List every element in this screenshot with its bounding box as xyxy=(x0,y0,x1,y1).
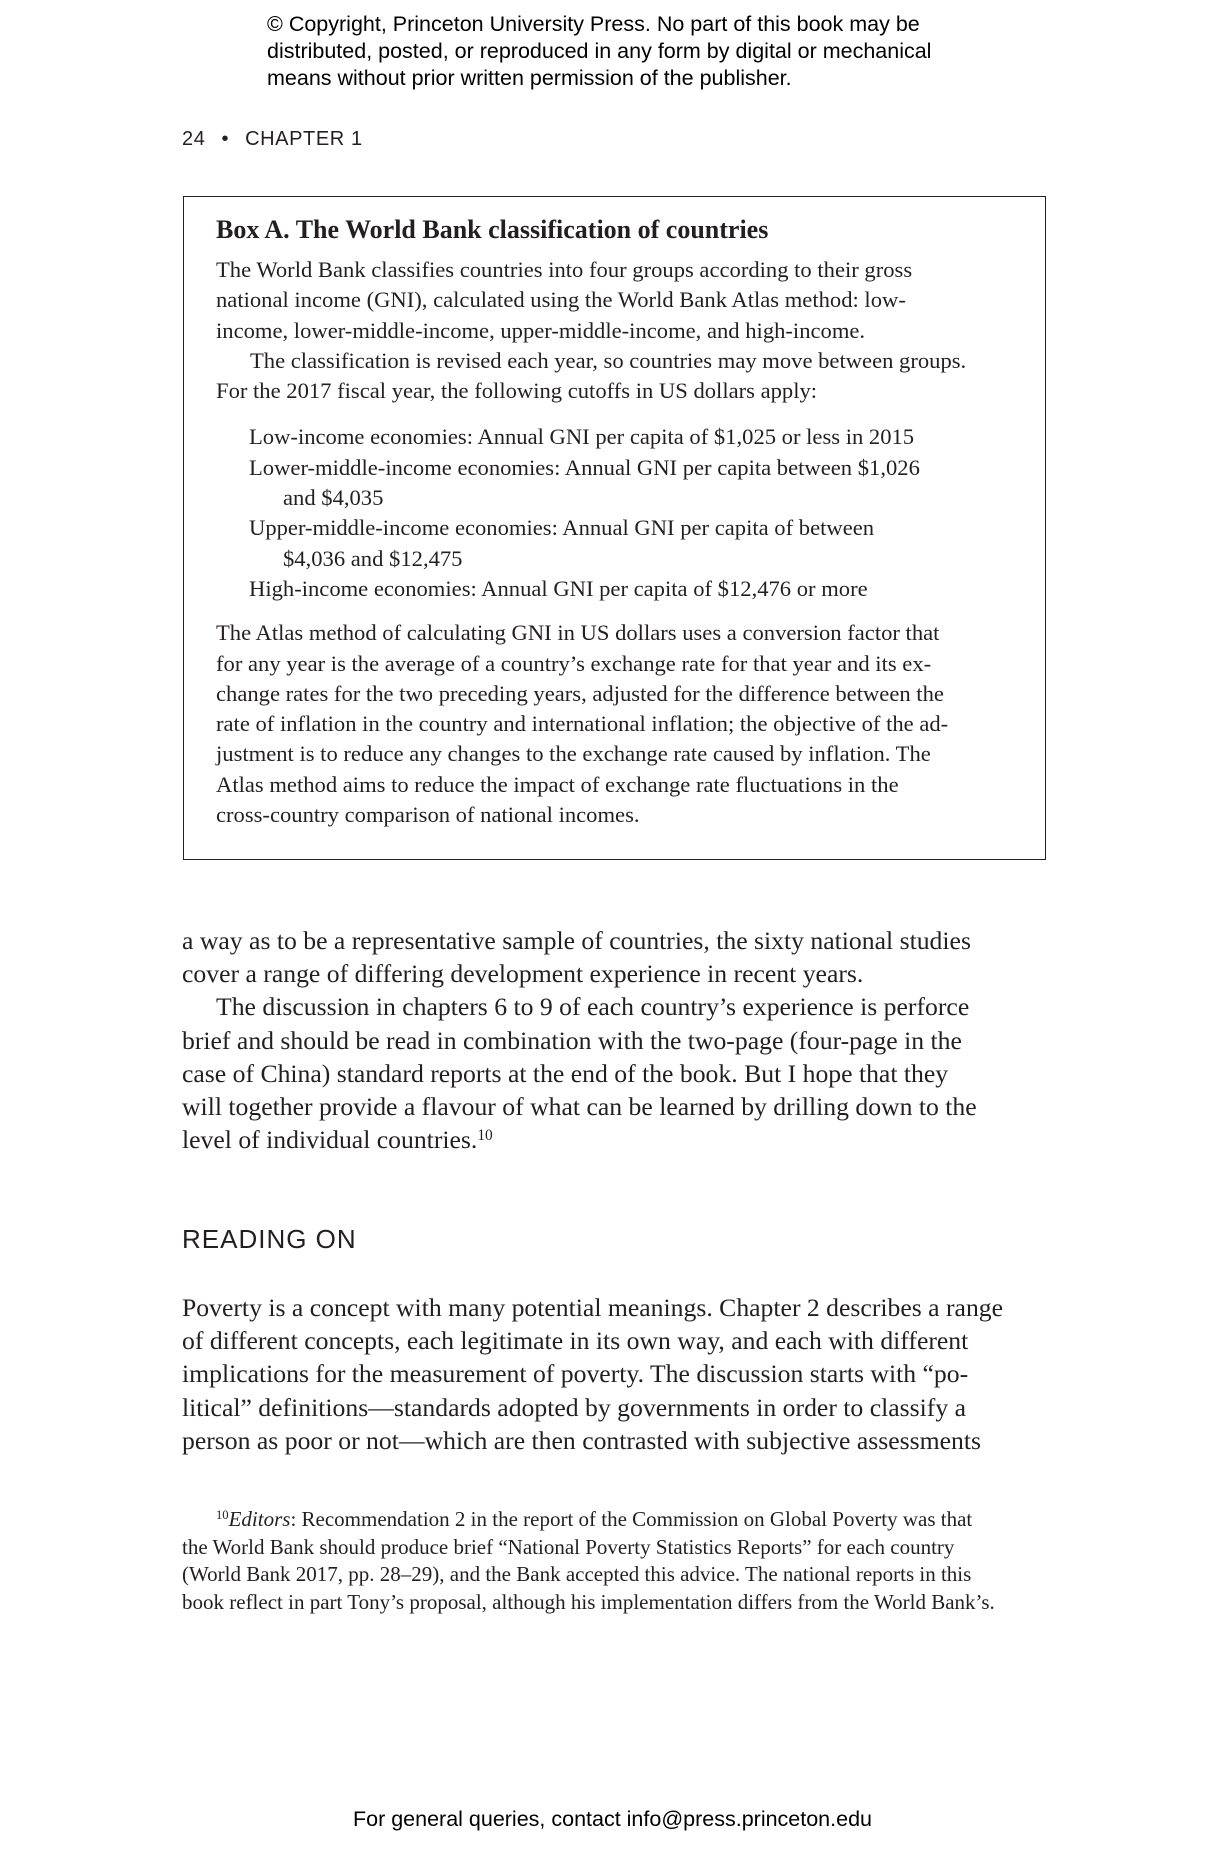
copyright-line: distributed, posted, or reproduced in any form by digital or mechanical xyxy=(267,39,932,63)
chapter-label: CHAPTER 1 xyxy=(245,128,363,150)
text-line: Upper-middle-income economies: Annual GNI per capita of between xyxy=(249,515,875,541)
copyright-notice xyxy=(267,11,1027,92)
page-number: 24 xyxy=(182,128,206,150)
footnote-number: 10 xyxy=(216,1508,229,1523)
text-span: : Recommendation 2 in the report of the Commission on Global Poverty was that xyxy=(290,1507,973,1531)
text-line: litical” definitions—standards adopted by governments in order to classify a xyxy=(182,1392,966,1422)
cutoff-item xyxy=(249,453,1013,514)
text-line: (World Bank 2017, pp. 28–29), and the Bank accepted this advice. The national reports in this xyxy=(182,1562,972,1586)
cutoff-item xyxy=(249,574,1013,604)
text-line: The Atlas method of calculating GNI in US dollars uses a conversion factor that xyxy=(216,620,940,646)
atlas-paragraph xyxy=(216,618,1013,830)
running-head-separator: • xyxy=(221,128,230,150)
text-line: Atlas method aims to reduce the impact of exchange rate fluctuations in the xyxy=(216,771,899,797)
running-head xyxy=(182,128,363,151)
text-line: Poverty is a concept with many potential meanings. Chapter 2 describes a range xyxy=(182,1293,1004,1322)
box-paragraph xyxy=(216,255,1013,346)
text-line: justment is to reduce any changes to the exchange rate caused by inflation. The xyxy=(216,741,931,767)
box-title: Box A. The World Bank classification of countries xyxy=(216,215,769,244)
text-line: the World Bank should produce brief “National Poverty Statistics Reports” for each country xyxy=(182,1534,955,1559)
cutoff-list xyxy=(249,422,1013,604)
text-line: cross-country comparison of national incomes. xyxy=(216,802,640,828)
text-line: The discussion in chapters 6 to 9 of each country’s experience is perforce xyxy=(216,992,970,1022)
contact-line: For general queries, contact info@press.princeton.edu xyxy=(352,1807,872,1831)
text-line: The classification is revised each year, so countries may move between groups. xyxy=(250,347,967,373)
text-line: The World Bank classifies countries into four groups according to their gross xyxy=(216,257,913,282)
text-line: rate of inflation in the country and international inflation; the objective of the ad- xyxy=(216,711,949,737)
footnote-reference[interactable]: 10 xyxy=(477,1126,493,1144)
text-line: For the 2017 fiscal year, the following cutoffs in US dollars apply: xyxy=(216,378,818,404)
text-line: and $4,035 xyxy=(283,485,384,511)
box-body xyxy=(216,255,1013,406)
text-line: income, lower-middle-income, upper-middle-income, and high-income. xyxy=(216,317,866,343)
text-line: High-income economies: Annual GNI per capita of $12,476 or more xyxy=(249,575,868,601)
cutoff-item xyxy=(249,513,1013,574)
text-line: cover a range of differing development experience in recent years. xyxy=(182,959,864,989)
text-line: for any year is the average of a country’s exchange rate for that year and its ex- xyxy=(216,650,932,676)
text-line: $4,036 and $12,475 xyxy=(283,545,463,571)
text-line: implications for the measurement of poverty. The discussion starts with “po- xyxy=(182,1359,969,1389)
text-line: brief and should be read in combination with the two-page (four-page in the xyxy=(182,1025,962,1055)
footnote-first-line xyxy=(182,1506,1046,1534)
text-line: Low-income economies: Annual GNI per capita of $1,025 or less in 2015 xyxy=(249,424,915,450)
info-box xyxy=(183,196,1046,860)
section-body xyxy=(182,1291,1046,1457)
cutoff-item xyxy=(249,422,1013,452)
footnote-label: Editors xyxy=(228,1507,291,1531)
text-line: of different concepts, each legitimate in its own way, and each with different xyxy=(182,1326,969,1356)
text-line: national income (GNI), calculated using the World Bank Atlas method: low- xyxy=(216,287,906,313)
footnote xyxy=(182,1506,1046,1616)
text-line: case of China) standard reports at the end of the book. But I hope that they xyxy=(182,1058,949,1088)
section-heading: READING ON xyxy=(182,1224,357,1254)
body-text xyxy=(182,924,1046,1156)
box-paragraph xyxy=(216,346,1013,407)
text-line: will together provide a flavour of what can be learned by drilling down to the xyxy=(182,1092,977,1122)
text-line: book reflect in part Tony’s proposal, although his implementation differs from the World Bank’s. xyxy=(182,1589,995,1614)
text-line: a way as to be a representative sample of countries, the sixty national studies xyxy=(182,926,971,955)
text-line: Lower-middle-income economies: Annual GNI per capita between $1,026 xyxy=(249,454,920,480)
text-line-with-ref xyxy=(182,1123,1046,1156)
text-line: person as poor or not—which are then contrasted with subjective assessments xyxy=(182,1425,981,1455)
text-line: change rates for the two preceding years, adjusted for the difference between the xyxy=(216,680,944,706)
copyright-line: © Copyright, Princeton University Press. No part of this book may be xyxy=(267,12,920,36)
copyright-line: means without prior written permission of the publisher. xyxy=(267,66,792,90)
text-span: level of individual countries. xyxy=(182,1125,478,1155)
